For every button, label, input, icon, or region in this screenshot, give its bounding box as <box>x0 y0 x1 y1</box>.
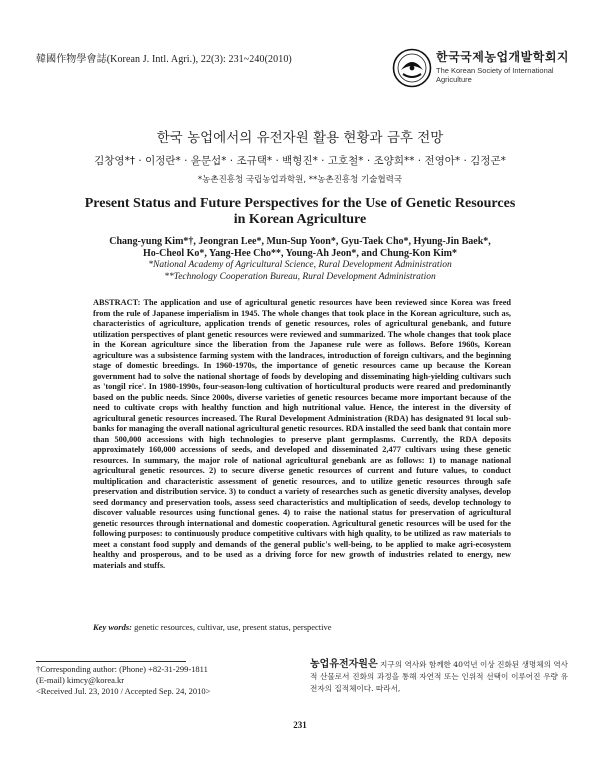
keywords-label: Key words: <box>93 622 132 632</box>
keywords-list: genetic resources, cultivar, use, present status, perspective <box>134 622 332 632</box>
english-title-line2: in Korean Agriculture <box>233 212 367 227</box>
society-name-english-line2: Agriculture <box>436 75 472 84</box>
english-affiliation-line1: *National Academy of Agricultural Science, Rural Development Administration <box>148 260 452 270</box>
english-authors-line1: Chang-yung Kim*†, Jeongran Lee*, Mun-Sup Yoon*, Gyu-Taek Cho*, Hyung-Jin Baek*, <box>109 236 491 247</box>
korean-title: 한국 농업에서의 유전자원 활용 현황과 금후 전망 <box>156 130 444 146</box>
society-seal-icon <box>392 48 432 88</box>
society-logo-block <box>392 46 572 90</box>
english-authors-line2: Ho-Cheol Ko*, Yang-Hee Cho**, Young-Ah Jeon*, and Chung-Kon Kim* <box>142 248 458 259</box>
footnote-email: (E-mail) kimcy@korea.kr <box>36 675 125 685</box>
english-affiliation <box>0 260 600 283</box>
korean-body-paragraph: 지구의 역사와 함께한 40억년 이상 진화된 생명체의 역사적 산물로서 진화의 과정을 통해 자연적 또는 인위적 선택이 이루어진 우량 유전자의 집적체이다. 따라서, <box>310 660 568 694</box>
society-name-english-line1: The Korean Society of International <box>436 66 554 75</box>
korean-body-lead: 농업유전자원은 <box>310 659 378 670</box>
abstract: ABSTRACT: The application and use of agricultural genetic resources have been reviewed since Korea was freed from the rule of Japanese imperialism in 1945. The whole changes that took place in the Korean agriculture, such as, characteristics of agriculture, application trends of genetic resources, roles of agricultural genebank, and future utilization perspectives of plant genetic resources were reviewed and summarized. The whole changes that took place in the Korean agriculture since the liberation from the Japanese rule were as follows. Before 1960s, Korean agriculture was a subsistence farming system with the landraces, introduction of foreign cultivars, and the beginning stage of domestic breedings. In 1960-1970s, the importance of genetic resources came up because the Korean government had to solve the national shortage of foods by developing and disseminating high-yielding cultivars such as 'tongil rice'. In 1980-1990s, four-season-long cultivation of horticultural products were reared and predominantly based on the public needs. Since 2000s, diverse varieties of genetic resources became more important because of the need to cultivate crops with healthy function and high nutritional value. Hence, the interest in the diversity of agricultural genetic resources increased. The Rural Development Administration (RDA) has designated 91 local sub-banks for managing the overall national agricultural genetic resources. RDA installed the seed bank that contain more than 500,000 accessions with high technologies to preserve plant germplasms. Currently, the RDA deposits approximately 160,000 accessions of seeds, and developed and disseminated 2,477 cultivars using these genetic resources. In summary, the major role of national agricultural genebank are as follows: 1) to manage national agricultural genetic resources. 2) to secure diverse genetic resources of current and future values, to conduct multiplication and characteristic assessment of genetic resources, and to utilize genetic resources through safe preservation and distribution service. 3) to conduct a variety of researches such as genetic diversity analyses, develop seed dormancy and preservation tools, assess seed characteristics and multiplication of seeds, develop technology to discover valuable resources using functional genes. 4) to raise the national status for preservation of agricultural genetic resources through international and domestic cooperation. Agricultural genetic resources will be used for the following purposes: to continuously produce competitive cultivars with high quality, to be utilized as raw materials to meet a constant food supply and demands of the general public's well-being, to be applied to make agri-ecosystem healthy and prosperous, and to be used as a driving force for new growth of industries related to energy, new materials and stuffs. <box>93 298 511 570</box>
journal-reference: 韓國作物學會誌(Korean J. Intl. Agri.), 22(3): 231~240(2010) <box>36 54 292 65</box>
society-name-english <box>436 66 554 84</box>
society-name-korean: 한국국제농업개발학회지 <box>436 50 570 64</box>
footnote-received: <Received Jul. 23, 2010 / Accepted Sep. 24, 2010> <box>36 686 211 696</box>
english-authors <box>0 236 600 260</box>
korean-body-text <box>310 659 568 696</box>
footnote-corresponding: †Corresponding author: (Phone) +82-31-299-1811 <box>36 664 208 674</box>
footnote <box>36 664 210 697</box>
english-title-line1: Present Status and Future Perspectives for the Use of Genetic Resources <box>84 196 516 211</box>
korean-affiliation: *농촌진흥청 국립농업과학원, **농촌진흥청 기술협력국 <box>197 175 403 185</box>
english-affiliation-line2: **Technology Cooperation Bureau, Rural Development Administration <box>164 271 436 282</box>
korean-authors: 김창영*† · 이정란* · 윤문섭* · 조규택* · 백형진* · 고호철* · 조양희** · 전영아* · 김정곤* <box>94 155 506 167</box>
english-title <box>0 196 600 228</box>
page-number: 231 <box>293 720 307 730</box>
footnote-divider <box>36 661 186 662</box>
keywords <box>93 622 511 632</box>
